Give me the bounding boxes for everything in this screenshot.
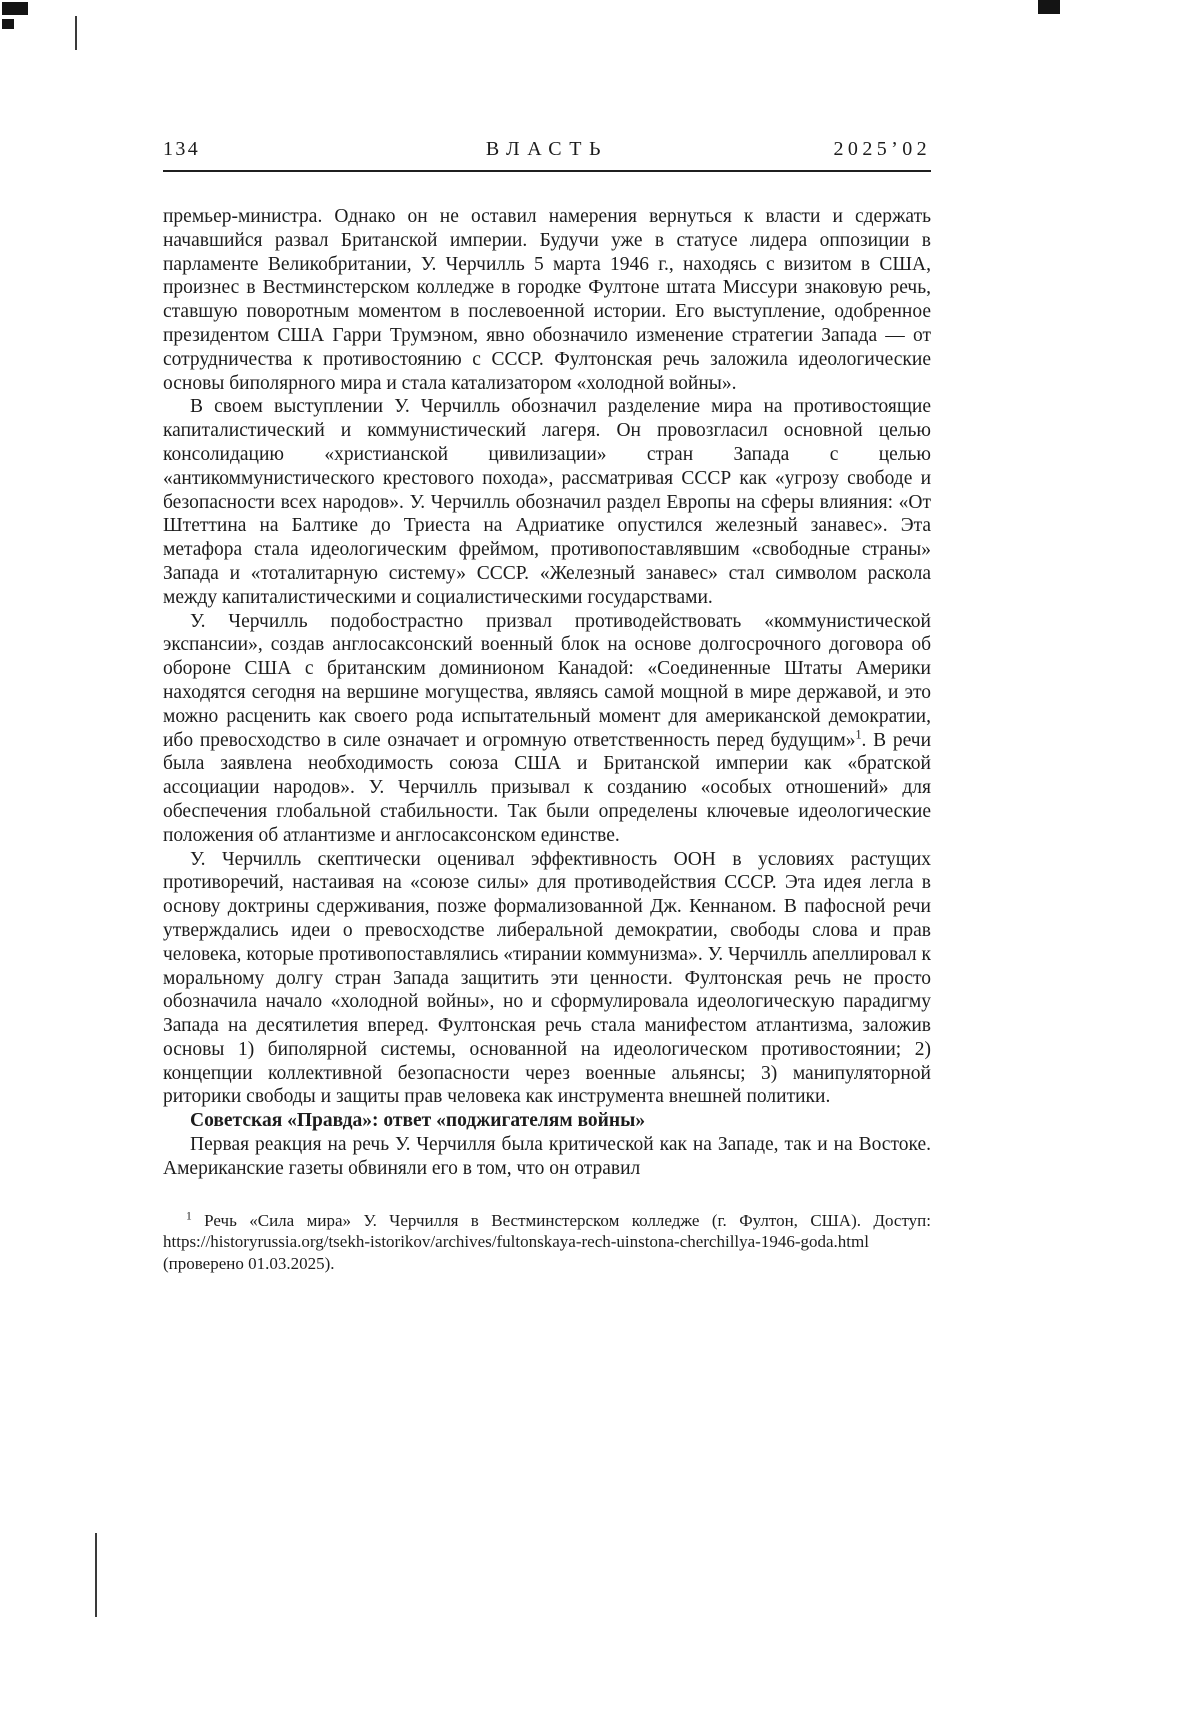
- journal-title: ВЛАСТЬ: [485, 138, 609, 160]
- footnote-text: Речь «Сила мира» У. Черчилля в Вестминстерском колледже (г. Фултон, США). Доступ: https://historyrussia.org/tsekh-istorikov/archives/fultonskaya-rech-uinstona-cherchillya-1946-goda.html (проверено 01.03.2025).: [163, 1210, 931, 1273]
- paragraph-text: . В речи была заявлена необходимость союза США и Британской империи как «братской ассоциации народов». У. Черчилль призывал к созданию «особых отношений» для обеспечения глобальной стабильности. Так были определены ключевые идеологические положения об атлантизме и англосаксонском единстве.: [163, 729, 932, 846]
- scan-artifact-bottom-left-line: [95, 1533, 97, 1617]
- article-body: [163, 205, 931, 1181]
- paragraph: У. Черчилль скептически оценивал эффективность ООН в условиях растущих противоречий, настаивая на «союзе силы» для противодействия СССР. Эта идея легла в основу доктрины сдерживания, позже формализованной Дж. Кеннаном. В пафосной речи утверждались идеи о превосходстве либеральной демократии, свободы слова и прав человека, которые противопоставлялись «тирании коммунизма». У. Черчилль апеллировал к моральному долгу стран Запада защитить эти ценности. Фултонская речь не просто обозначила начало «холодной войны», но и сформулировала идеологическую парадигму Запада на десятилетия вперед. Фултонская речь стала манифестом атлантизма, заложив основы 1) биполярной системы, основанной на идеологическом противостоянии; 2) концепции коллективной безопасности через военные альянсы; 3) манипуляторной риторики свободы и защиты прав человека как инструмента внешней политики.: [163, 848, 931, 1108]
- page-number: 134: [163, 138, 201, 160]
- paragraph-text: У. Черчилль подобострастно призвал противодействовать «коммунистической экспансии», создав англосаксонский военный блок на основе долгосрочного договора об обороне США с британским доминионом Канадой: «Соединенные Штаты Америки находятся сегодня на вершине могущества, являясь самой мощной в мире державой, и это можно расценить как своего рода испытательный момент для американской демократии, ибо превосходство в силе означает и огромную ответственность перед будущим»: [163, 610, 931, 751]
- paragraph-with-footnote: [163, 610, 931, 848]
- scan-artifact-top-right: [1038, 0, 1060, 14]
- paragraph: В своем выступлении У. Черчилль обозначил разделение мира на противостоящие капиталистический и коммунистический лагеря. Он провозгласил основной целью консолидацию «христианской цивилизации» стран Запада с целью «антикоммунистического крестового похода», рассматривая СССР как «угрозу свободе и безопасности всех народов». У. Черчилль обозначил раздел Европы на сферы влияния: «От Штеттина на Балтике до Триеста на Адриатике опустился железный занавес». Эта метафора стала идеологическим фреймом, противопоставлявшим «свободные страны» Запада и «тоталитарную систему» СССР. «Железный занавес» стал символом раскола между капиталистическими и социалистическими государствами.: [163, 396, 931, 608]
- paragraph-continuation: премьер-министра. Однако он не оставил намерения вернуться к власти и сдержать начавшийся развал Британской империи. Будучи уже в статусе лидера оппозиции в парламенте Великобритании, У. Черчилль 5 марта 1946 г., находясь с визитом в США, произнес в Вестминстерском колледже в городке Фултоне штата Миссури знаковую речь, ставшую поворотным моментом в послевоенной истории. Его выступление, одобренное президентом США Гарри Трумэном, явно обозначило изменение стратегии Запада — от сотрудничества к противостоянию с СССР. Фултонская речь заложила идеологические основы биполярного мира и стала катализатором «холодной войны».: [163, 206, 931, 394]
- scan-artifact-top-left: [2, 2, 28, 15]
- page-content: [163, 138, 931, 1274]
- section-heading: Советская «Правда»: ответ «поджигателям войны»: [190, 1110, 646, 1132]
- paragraph: Первая реакция на речь У. Черчилля была критической как на Западе, так и на Востоке. Американские газеты обвиняли его в том, что он отравил: [163, 1134, 931, 1179]
- running-header: [163, 138, 931, 172]
- scan-artifact-left-tick: [75, 16, 77, 50]
- footnote: [163, 1210, 931, 1275]
- scan-artifact-top-left-2: [2, 19, 14, 29]
- footnote-reference: 1: [855, 727, 862, 742]
- footnote-marker: 1: [186, 1209, 192, 1223]
- issue-number: 2025’02: [833, 138, 931, 160]
